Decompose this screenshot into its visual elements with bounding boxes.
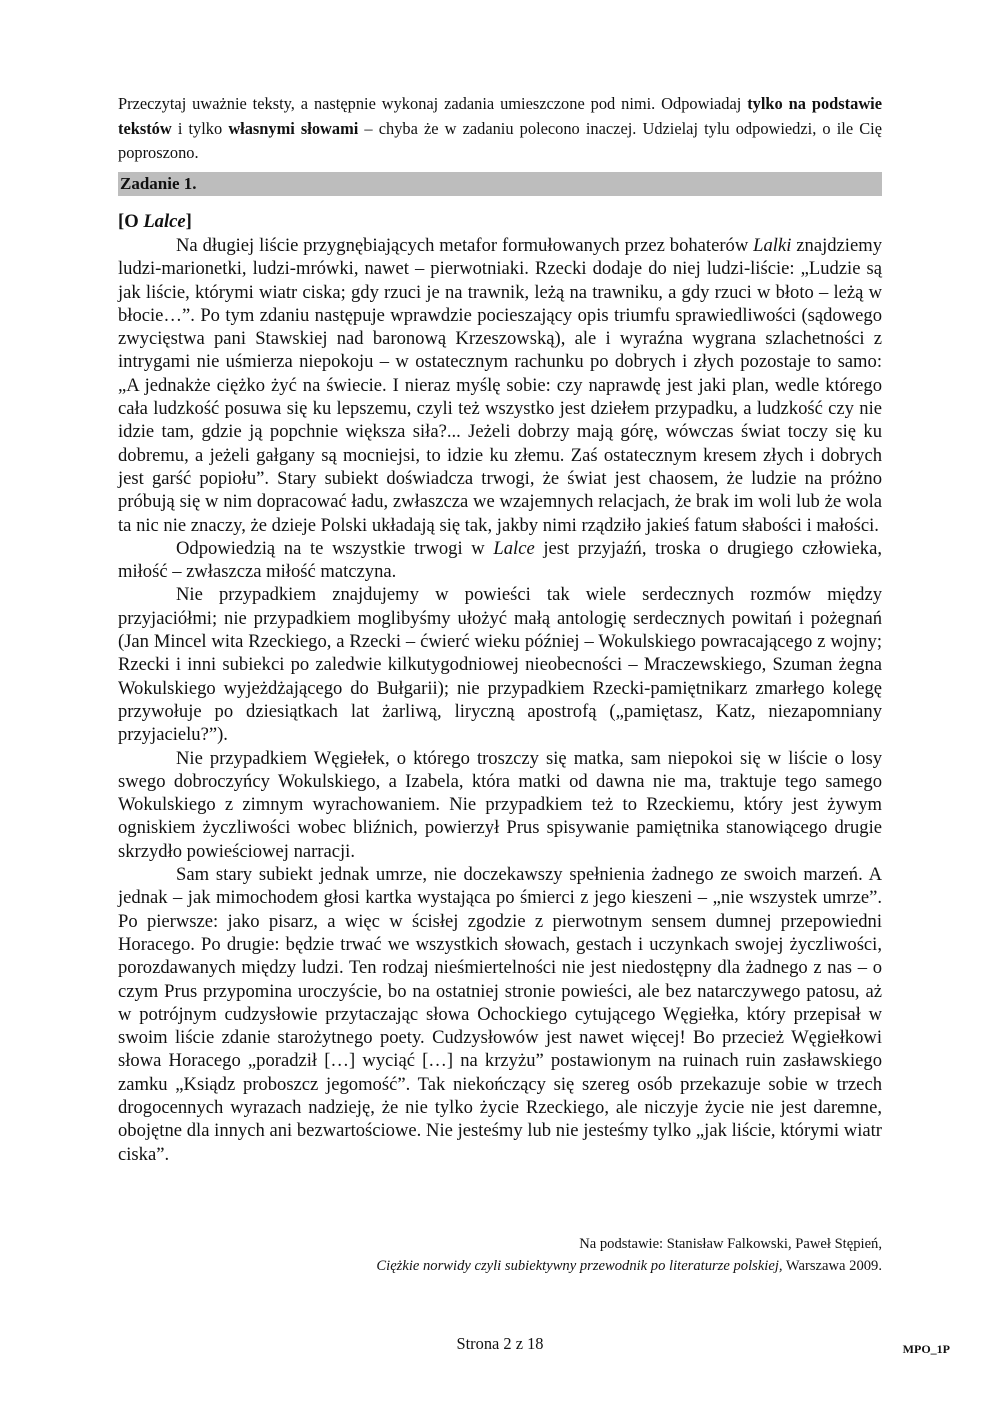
source-authors: Na podstawie: Stanisław Falkowski, Paweł Stępień,: [579, 1236, 882, 1252]
source-title-line: Ciężkie norwidy czyli subiektywny przewodnik po literaturze polskiej, Warszawa 2009.: [376, 1258, 882, 1274]
paragraph-2: Odpowiedzią na te wszystkie trwogi w Lalce jest przyjaźń, troska o drugiego człowieka, miłość – zwłaszcza miłość matczyna.: [118, 537, 883, 583]
paragraph-3: Nie przypadkiem znajdujemy w powieści tak wiele serdecznych rozmów między przyjaciółmi; nie przypadkiem moglibyśmy ułożyć małą antologię serdecznych powitań i pożegnań (Jan Mincel wita Rzeckiego, a Rzecki – ćwierć wieku później – Wokulskiego powracającego z wojny; Rzecki i inni subiekci po zaledwie kilkutygodniowej nieobecności – Mraczewskiego, Szuman żegna Wokulskiego wyjeżdżającego do Bułgarii); nie przypadkiem Rzecki-pamiętnikarz zmarłego kolegę przywołuje po dziesiątkach lat żarliwą, liryczną apostrofą („pamiętasz, Katz, niezapomniany przyjacielu?”).: [118, 584, 882, 746]
page-number: Strona 2 z 18: [456, 1334, 544, 1353]
article-title: [O Lalce]: [118, 211, 192, 232]
task-header: Zadanie 1.: [118, 172, 882, 196]
instructions-emphasis: tylko na podstawie tekstów: [118, 94, 882, 138]
paragraph-1: Na długiej liście przygnębiających metafor formułowanych przez bohaterów Lalki znajdziemy ludzi-marionetki, ludzi-mrówki, nawet – pierwotniaki. Rzecki dodaje do niej ludzi-liście: „Ludzie są jak liście, którymi wiatr ciska; gdy rzuci je na trawnik, leżą na trawniku, a gdy rzuci w błoto – leżą w błocie…”. Po tym zdaniu następuje wprawdzie pocieszający opis triumfu sprawiedliwości (sądowego zwycięstwa pani Stawskiej nad baronową Krzeszowską), ale i wyraźna wygrana szlachetności z intrygami nie uśmierza niepokoju – w ostatecznym rachunku po dobrych i złych pozostaje to samo: „A jednakże ciężko żyć na świecie. I nieraz myślę sobie: czy naprawdę jest jaki plan, wedle którego cała ludzkość posuwa się ku lepszemu, czyli też wszystko jest dziełem przypadku, a ludzkość czy nie idzie tam, gdzie ją popchnie większa siła?... Jeżeli dobrzy mają górę, wówczas świat toczy się ku dobremu, a jeżeli gałgany są mocniejsi, to idzie ku złemu. Zaś ostatecznym kresem złych i dobrych jest garść popiołu”. Stary subiekt doświadcza trwogi, że świat jest chaosem, że ludzie na próżno próbują się w nim dopracować ładu, zwłaszcza we wzajemnych relacjach, że brak im woli lub że wola ta nic nie znaczy, że dzieje Polski układają się tak, jakby nimi rządziło jakieś fatum słabości i małości.: [118, 235, 882, 536]
instructions-text: – chyba że w zadaniu polecono inaczej. Udzielaj tylu odpowiedzi, o ile Cię poproszono.: [118, 118, 882, 162]
paragraph-4: Nie przypadkiem Węgiełek, o którego troszczy się matka, sam niepokoi się w liście o losy swego dobroczyńcy Wokulskiego, a Izabela, która matki od dawna nie ma, traktuje tego samego Wokulskiego z zimnym wyrachowaniem. Nie przypadkiem też to Rzeckiemu, który jest żywym ogniskiem życzliwości wobec bliźnich, powierzył Prus spisywanie pamiętnika stanowiącego drugie skrzydło powieściowej narracji.: [118, 747, 882, 862]
article: [118, 210, 882, 1166]
paragraph-5: Sam stary subiekt jednak umrze, nie doczekawszy spełnienia żadnego ze swoich marzeń. A jednak – jak mimochodem głosi kartka wystająca po śmierci z jego kieszeni – „nie wszystek umrze”. Po pierwsze: jako pisarz, a więc w ścisłej zgodzie z pierwotnym sensem dumnej przepowiedni Horacego. Po drugie: będzie trwać we wszystkich słowach, gestach i uczynkach swojej życzliwości, porozdawanych między ludzi. Ten rodzaj nieśmiertelności nie jest niedostępny dla żadnego z nas – o czym Prus przypomina uroczyście, bo na ostatniej stronie powieści, ale bez natarczywego patosu, aż w potrójnym cudzysłowie przytaczając słowa Ochockiego cytującego Węgiełka, który przepisał w swoim liście zdanie starożytnego poety. Cudzysłowów jest nawet więcej! Bo przecież Węgiełkowi słowa Horacego „poradził […] wyciąć […] na krzyżu” postawionym na ruinach ruin zasławskiego zamku „Ksiądz proboszcz jegomość”. Tak niekończący się szereg osób przekazuje sobie w trzech drogocennych wyrazach nadzieję, że nie tylko życie Rzeckiego, ale niczyje życie nie jest daremne, obojętne dla innych ani bezwartościowe. Nie jesteśmy lub nie jesteśmy tylko „jak liście, którymi wiatr ciska”.: [118, 864, 882, 1165]
instructions-emphasis: własnymi słowami: [228, 118, 359, 138]
instructions-text: i tylko: [171, 118, 229, 138]
source-citation: [118, 1233, 882, 1277]
instructions-text: Przeczytaj uważnie teksty, a następnie wykonaj zadania umieszczone pod nimi. Odpowiadaj: [118, 94, 748, 113]
exam-code: MPO_1P: [902, 1342, 950, 1356]
instructions: [118, 92, 882, 166]
